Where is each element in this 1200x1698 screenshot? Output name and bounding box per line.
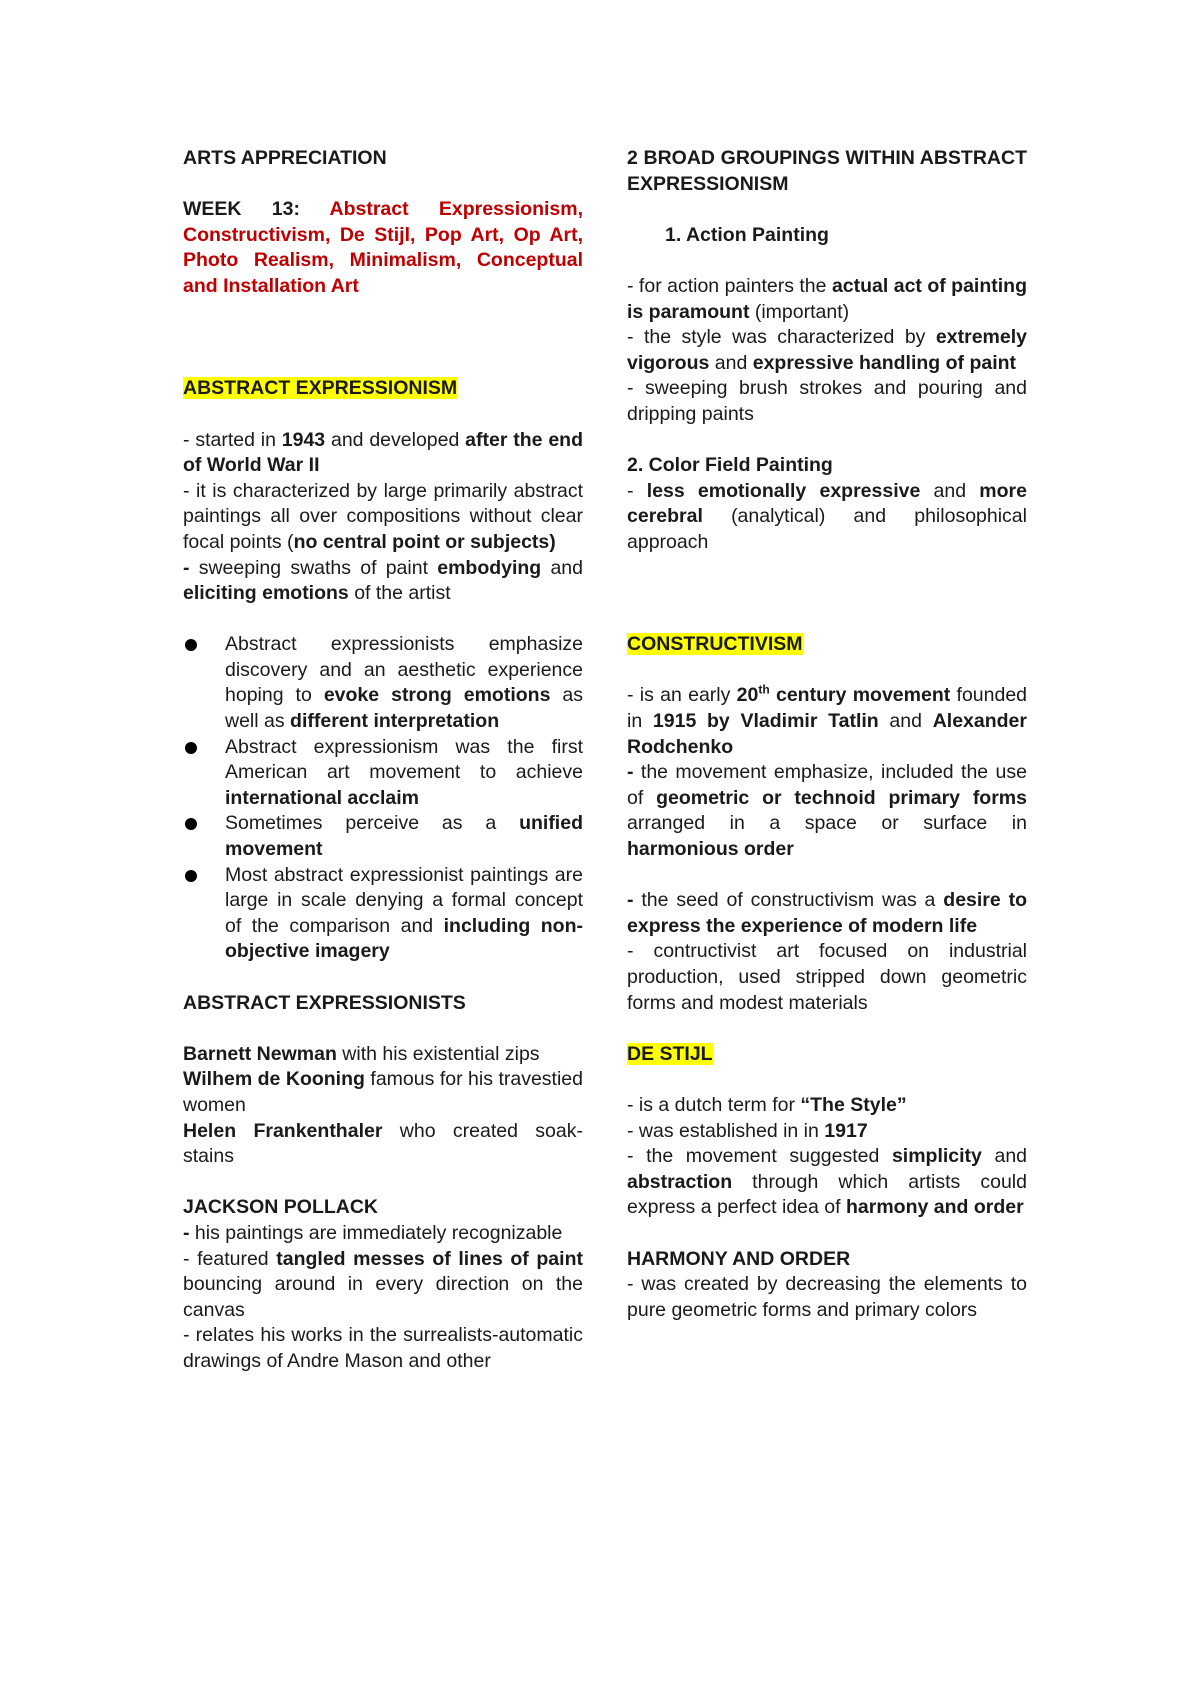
section-heading-de-stijl: DE STIJL xyxy=(627,1042,713,1065)
document-title: ARTS APPRECIATION xyxy=(183,147,387,169)
paragraph: - sweeping swaths of paint embodying and eliciting emotions of the artist xyxy=(183,556,583,605)
bullet-icon xyxy=(185,870,197,882)
list-item: Most abstract expressionist paintings are large in scale denying a formal concept of the comparison and including non-objective imagery xyxy=(183,863,583,965)
paragraph: - less emotionally expressive and more cerebral (analytical) and philosophical approach xyxy=(627,479,1027,553)
section-heading-abstract-expressionists: ABSTRACT EXPRESSIONISTS xyxy=(183,991,466,1014)
paragraph: - contructivist art focused on industrial production, used stripped down geometric forms and modest materials xyxy=(627,940,1027,1014)
paragraph: - the style was characterized by extremely vigorous and expressive handling of paint xyxy=(627,326,1027,374)
subheading-action-painting: 1. Action Painting xyxy=(665,223,829,246)
paragraph: - the movement emphasize, included the use of geometric or technoid primary forms arranged in a space or surface in harmonious order xyxy=(627,761,1027,861)
paragraph: - is a dutch term for “The Style” xyxy=(627,1093,907,1116)
paragraph: - for action painters the actual act of painting is paramount (important) xyxy=(627,274,1027,323)
list-item: Sometimes perceive as a unified movement xyxy=(183,811,583,862)
paragraph: - was established in in 1917 xyxy=(627,1119,868,1142)
paragraph: - was created by decreasing the elements to pure geometric forms and primary colors xyxy=(627,1273,1027,1321)
section-heading-jackson-pollack: JACKSON POLLACK xyxy=(183,1196,379,1219)
paragraph: - featured tangled messes of lines of paint bouncing around in every direction on the canvas xyxy=(183,1247,583,1321)
paragraph: - sweeping brush strokes and pouring and dripping paints xyxy=(627,377,1027,425)
bullet-list xyxy=(183,632,583,965)
bullet-icon xyxy=(185,639,197,651)
bullet-icon xyxy=(185,818,197,830)
week-heading: WEEK 13: Abstract Expressionism, Constructivism, De Stijl, Pop Art, Op Art, Photo Realism, Minimalism, Conceptual and Installation Art xyxy=(183,198,583,297)
bullet-icon xyxy=(185,742,197,754)
section-heading-constructivism: CONSTRUCTIVISM xyxy=(627,633,803,656)
left-column xyxy=(183,146,583,1375)
artist-entry: Barnett Newman with his existential zips xyxy=(183,1042,540,1065)
paragraph: - it is characterized by large primarily abstract paintings all over compositions without clear focal points (no central point or subjects) xyxy=(183,479,583,553)
section-heading-broad-groupings: 2 BROAD GROUPINGS WITHIN ABSTRACT EXPRESSIONISM xyxy=(627,147,1027,195)
artist-entry: Wilhem de Kooning famous for his travestied women xyxy=(183,1068,583,1116)
paragraph: - the seed of constructivism was a desire to express the experience of modern life xyxy=(627,889,1028,937)
paragraph: - started in 1943 and developed after the end of World War II xyxy=(183,428,583,477)
artist-entry: Helen Frankenthaler who created soak-stains xyxy=(183,1119,583,1168)
list-item: Abstract expressionists emphasize discovery and an aesthetic experience hoping to evoke strong emotions as well as different interpretation xyxy=(183,632,583,734)
section-heading-abstract-expressionism: ABSTRACT EXPRESSIONISM xyxy=(183,377,458,400)
list-item: Abstract expressionism was the first American art movement to achieve international acclaim xyxy=(183,735,583,812)
paragraph: - relates his works in the surrealists-automatic drawings of Andre Mason and other xyxy=(183,1324,583,1372)
section-heading-harmony-and-order: HARMONY AND ORDER xyxy=(627,1247,851,1270)
paragraph: - the movement suggested simplicity and abstraction through which artists could express a perfect idea of harmony and order xyxy=(627,1145,1028,1219)
right-column xyxy=(627,146,1027,1323)
subheading-color-field-painting: 2. Color Field Painting xyxy=(627,454,833,477)
paragraph: - his paintings are immediately recognizable xyxy=(183,1221,563,1244)
paragraph: - is an early 20th century movement founded in 1915 by Vladimir Tatlin and Alexander Rodchenko xyxy=(627,682,1028,758)
